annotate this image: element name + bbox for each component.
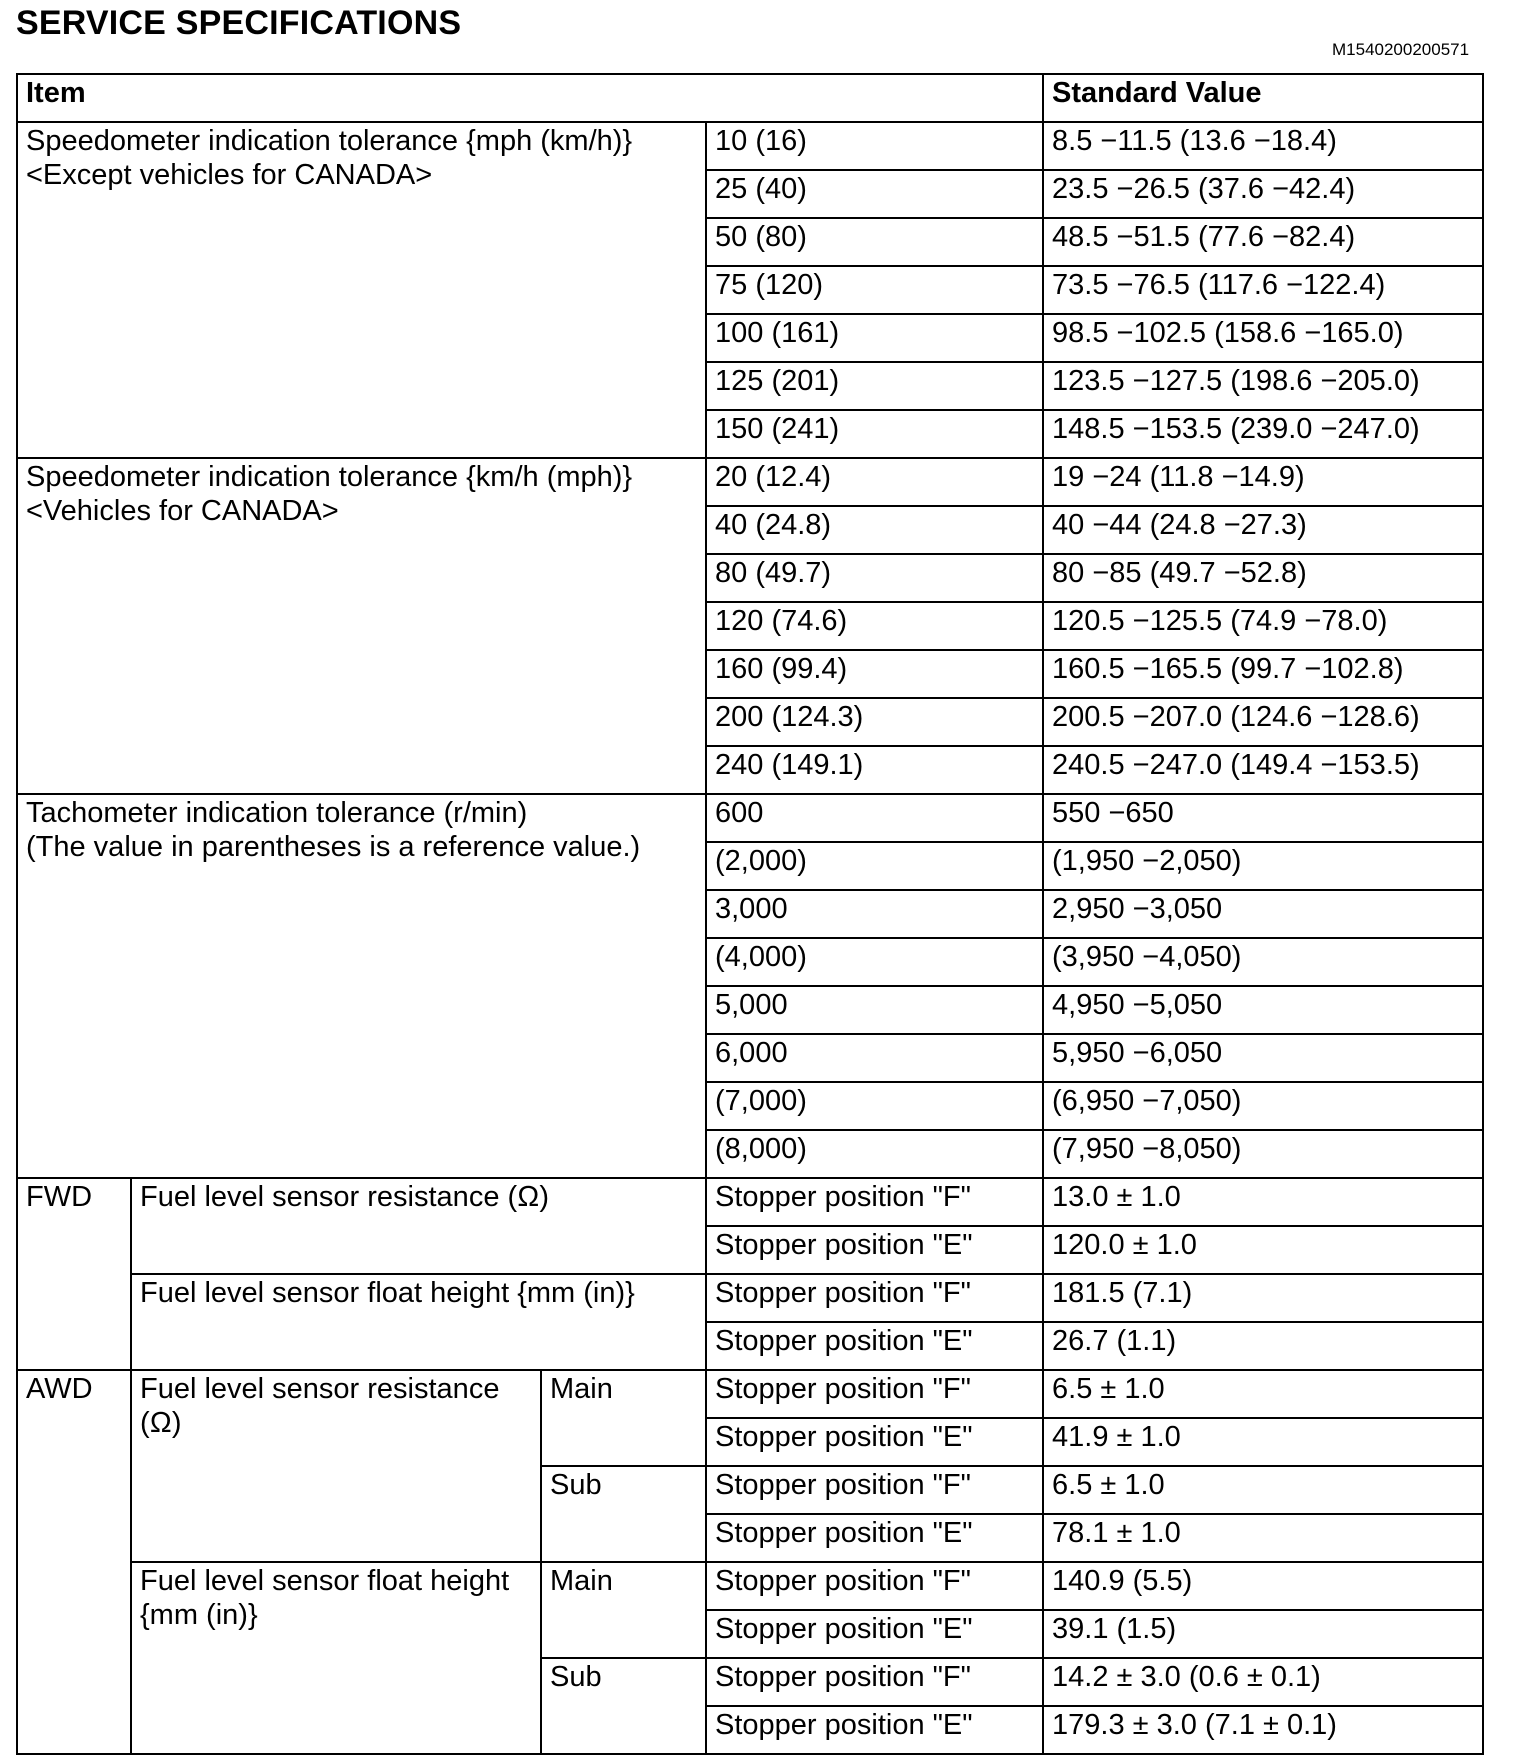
condition-cell: 10 (16) [706, 122, 1043, 170]
speedometer-mph-item [17, 122, 706, 458]
condition-cell: Stopper position "E" [706, 1418, 1043, 1466]
value-cell: 78.1 ± 1.0 [1043, 1514, 1483, 1562]
value-cell: (1,950 −2,050) [1043, 842, 1483, 890]
table-header-row [17, 74, 1483, 122]
service-specifications-table [16, 73, 1484, 1755]
condition-cell: 50 (80) [706, 218, 1043, 266]
value-cell: 98.5 −102.5 (158.6 −165.0) [1043, 314, 1483, 362]
awd-float-height-sub-label: Sub [541, 1658, 706, 1754]
value-cell: 13.0 ± 1.0 [1043, 1178, 1483, 1226]
table-row [17, 1370, 1483, 1418]
condition-cell: Stopper position "F" [706, 1178, 1043, 1226]
item-label: Tachometer indication tolerance (r/min) [26, 797, 528, 829]
table-row [17, 458, 1483, 506]
condition-cell: 600 [706, 794, 1043, 842]
value-cell: 4,950 −5,050 [1043, 986, 1483, 1034]
condition-cell: (4,000) [706, 938, 1043, 986]
condition-cell: 5,000 [706, 986, 1043, 1034]
page-title: SERVICE SPECIFICATIONS [16, 4, 462, 42]
value-cell: 6.5 ± 1.0 [1043, 1466, 1483, 1514]
awd-resistance-main-label: Main [541, 1370, 706, 1466]
item-label: Speedometer indication tolerance {km/h (mph)} [26, 461, 633, 493]
value-cell: (7,950 −8,050) [1043, 1130, 1483, 1178]
condition-cell: 100 (161) [706, 314, 1043, 362]
table-row [17, 1274, 1483, 1322]
table-row [17, 1562, 1483, 1610]
table-row [17, 122, 1483, 170]
value-cell: 123.5 −127.5 (198.6 −205.0) [1043, 362, 1483, 410]
condition-cell: Stopper position "E" [706, 1514, 1043, 1562]
condition-cell: 3,000 [706, 890, 1043, 938]
condition-cell: Stopper position "E" [706, 1226, 1043, 1274]
awd-float-height-main-label: Main [541, 1562, 706, 1658]
value-cell: 26.7 (1.1) [1043, 1322, 1483, 1370]
condition-cell: Stopper position "F" [706, 1658, 1043, 1706]
condition-cell: 25 (40) [706, 170, 1043, 218]
value-cell: 240.5 −247.0 (149.4 −153.5) [1043, 746, 1483, 794]
condition-cell: 125 (201) [706, 362, 1043, 410]
fwd-resistance-label: Fuel level sensor resistance (Ω) [131, 1178, 706, 1274]
condition-cell: 20 (12.4) [706, 458, 1043, 506]
condition-cell: 120 (74.6) [706, 602, 1043, 650]
condition-cell: 75 (120) [706, 266, 1043, 314]
fwd-label: FWD [17, 1178, 131, 1370]
value-cell: (6,950 −7,050) [1043, 1082, 1483, 1130]
condition-cell: 150 (241) [706, 410, 1043, 458]
item-label: Speedometer indication tolerance {mph (km/h)} [26, 125, 633, 157]
condition-cell: 200 (124.3) [706, 698, 1043, 746]
item-note: <Except vehicles for CANADA> [26, 159, 433, 191]
value-cell: 39.1 (1.5) [1043, 1610, 1483, 1658]
condition-cell: (2,000) [706, 842, 1043, 890]
document-id: M1540200200571 [1332, 40, 1470, 59]
condition-cell: Stopper position "E" [706, 1610, 1043, 1658]
value-cell: 19 −24 (11.8 −14.9) [1043, 458, 1483, 506]
condition-cell: 40 (24.8) [706, 506, 1043, 554]
speedometer-kmh-item [17, 458, 706, 794]
fwd-float-height-label: Fuel level sensor float height {mm (in)} [131, 1274, 706, 1370]
value-cell: 148.5 −153.5 (239.0 −247.0) [1043, 410, 1483, 458]
condition-cell: 80 (49.7) [706, 554, 1043, 602]
value-cell: 179.3 ± 3.0 (7.1 ± 0.1) [1043, 1706, 1483, 1754]
table-row [17, 1178, 1483, 1226]
value-cell: 160.5 −165.5 (99.7 −102.8) [1043, 650, 1483, 698]
condition-cell: Stopper position "F" [706, 1274, 1043, 1322]
value-cell: 14.2 ± 3.0 (0.6 ± 0.1) [1043, 1658, 1483, 1706]
value-cell: 40 −44 (24.8 −27.3) [1043, 506, 1483, 554]
awd-label: AWD [17, 1370, 131, 1754]
condition-cell: Stopper position "E" [706, 1322, 1043, 1370]
condition-cell: (7,000) [706, 1082, 1043, 1130]
condition-cell: Stopper position "F" [706, 1370, 1043, 1418]
value-cell: 200.5 −207.0 (124.6 −128.6) [1043, 698, 1483, 746]
condition-cell: 6,000 [706, 1034, 1043, 1082]
condition-cell: Stopper position "F" [706, 1466, 1043, 1514]
value-cell: 550 −650 [1043, 794, 1483, 842]
awd-float-height-label: Fuel level sensor float height {mm (in)} [131, 1562, 541, 1754]
value-cell: 8.5 −11.5 (13.6 −18.4) [1043, 122, 1483, 170]
condition-cell: (8,000) [706, 1130, 1043, 1178]
value-cell: 73.5 −76.5 (117.6 −122.4) [1043, 266, 1483, 314]
table-row [17, 794, 1483, 842]
condition-cell: 240 (149.1) [706, 746, 1043, 794]
value-cell: 5,950 −6,050 [1043, 1034, 1483, 1082]
tachometer-item [17, 794, 706, 1178]
value-cell: 181.5 (7.1) [1043, 1274, 1483, 1322]
value-cell: 140.9 (5.5) [1043, 1562, 1483, 1610]
value-cell: 80 −85 (49.7 −52.8) [1043, 554, 1483, 602]
item-note: (The value in parentheses is a reference value.) [26, 831, 641, 863]
awd-resistance-label: Fuel level sensor resistance (Ω) [131, 1370, 541, 1562]
header-standard-value: Standard Value [1043, 74, 1483, 122]
value-cell: (3,950 −4,050) [1043, 938, 1483, 986]
value-cell: 2,950 −3,050 [1043, 890, 1483, 938]
value-cell: 6.5 ± 1.0 [1043, 1370, 1483, 1418]
value-cell: 23.5 −26.5 (37.6 −42.4) [1043, 170, 1483, 218]
item-note: <Vehicles for CANADA> [26, 495, 339, 527]
condition-cell: Stopper position "F" [706, 1562, 1043, 1610]
value-cell: 48.5 −51.5 (77.6 −82.4) [1043, 218, 1483, 266]
awd-resistance-sub-label: Sub [541, 1466, 706, 1562]
value-cell: 41.9 ± 1.0 [1043, 1418, 1483, 1466]
value-cell: 120.0 ± 1.0 [1043, 1226, 1483, 1274]
header-item: Item [17, 74, 1043, 122]
value-cell: 120.5 −125.5 (74.9 −78.0) [1043, 602, 1483, 650]
condition-cell: 160 (99.4) [706, 650, 1043, 698]
condition-cell: Stopper position "E" [706, 1706, 1043, 1754]
